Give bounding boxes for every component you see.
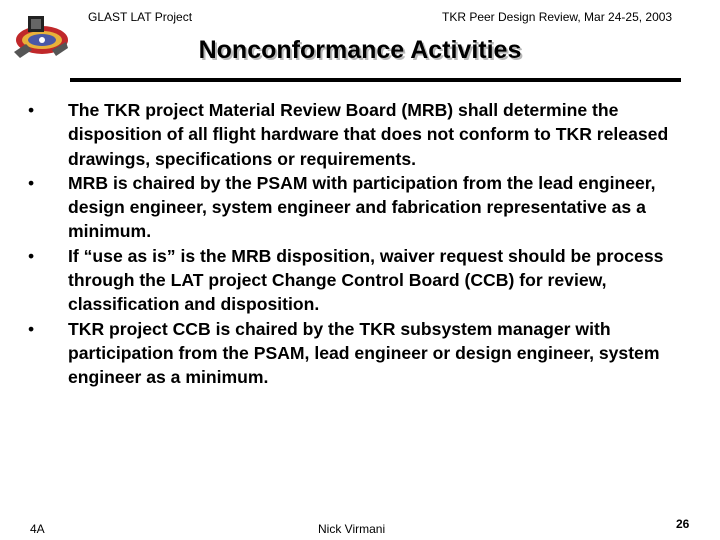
bullet-item bbox=[28, 244, 700, 317]
bullet-icon: • bbox=[28, 318, 35, 339]
bullet-text: The TKR project Material Review Board (MRB) shall determine the disposition of all flight hardware that does not conform to TKR released drawings, specifications or requirements. bbox=[68, 100, 669, 169]
footer-section-id: 4A bbox=[30, 522, 45, 536]
bullet-icon: • bbox=[28, 172, 35, 193]
bullet-list bbox=[28, 98, 700, 390]
bullet-text: MRB is chaired by the PSAM with participation from the lead engineer, design engineer, system engineer and fabrication representative as a minimum. bbox=[68, 172, 656, 242]
bullet-text: If “use as is” is the MRB disposition, waiver request should be process through the LAT project Change Control Board (CCB) for review, classification and disposition. bbox=[68, 245, 664, 315]
footer-presenter: Nick Virmani bbox=[318, 522, 386, 536]
slide-title: Nonconformance Activities bbox=[198, 36, 522, 64]
title-divider bbox=[70, 78, 681, 82]
bullet-icon: • bbox=[28, 245, 35, 266]
bullet-item bbox=[28, 171, 700, 244]
bullet-item bbox=[28, 317, 700, 390]
bullet-icon: • bbox=[28, 100, 35, 120]
header-project-name: GLAST LAT Project bbox=[88, 10, 193, 24]
bullet-item bbox=[28, 98, 700, 171]
footer-page-number: 26 bbox=[676, 517, 690, 531]
header-review-name: TKR Peer Design Review, Mar 24-25, 2003 bbox=[442, 10, 673, 24]
bullet-text: TKR project CCB is chaired by the TKR subsystem manager with participation from the PSAM, lead engineer or design engineer, system engineer as a minimum. bbox=[68, 318, 660, 388]
